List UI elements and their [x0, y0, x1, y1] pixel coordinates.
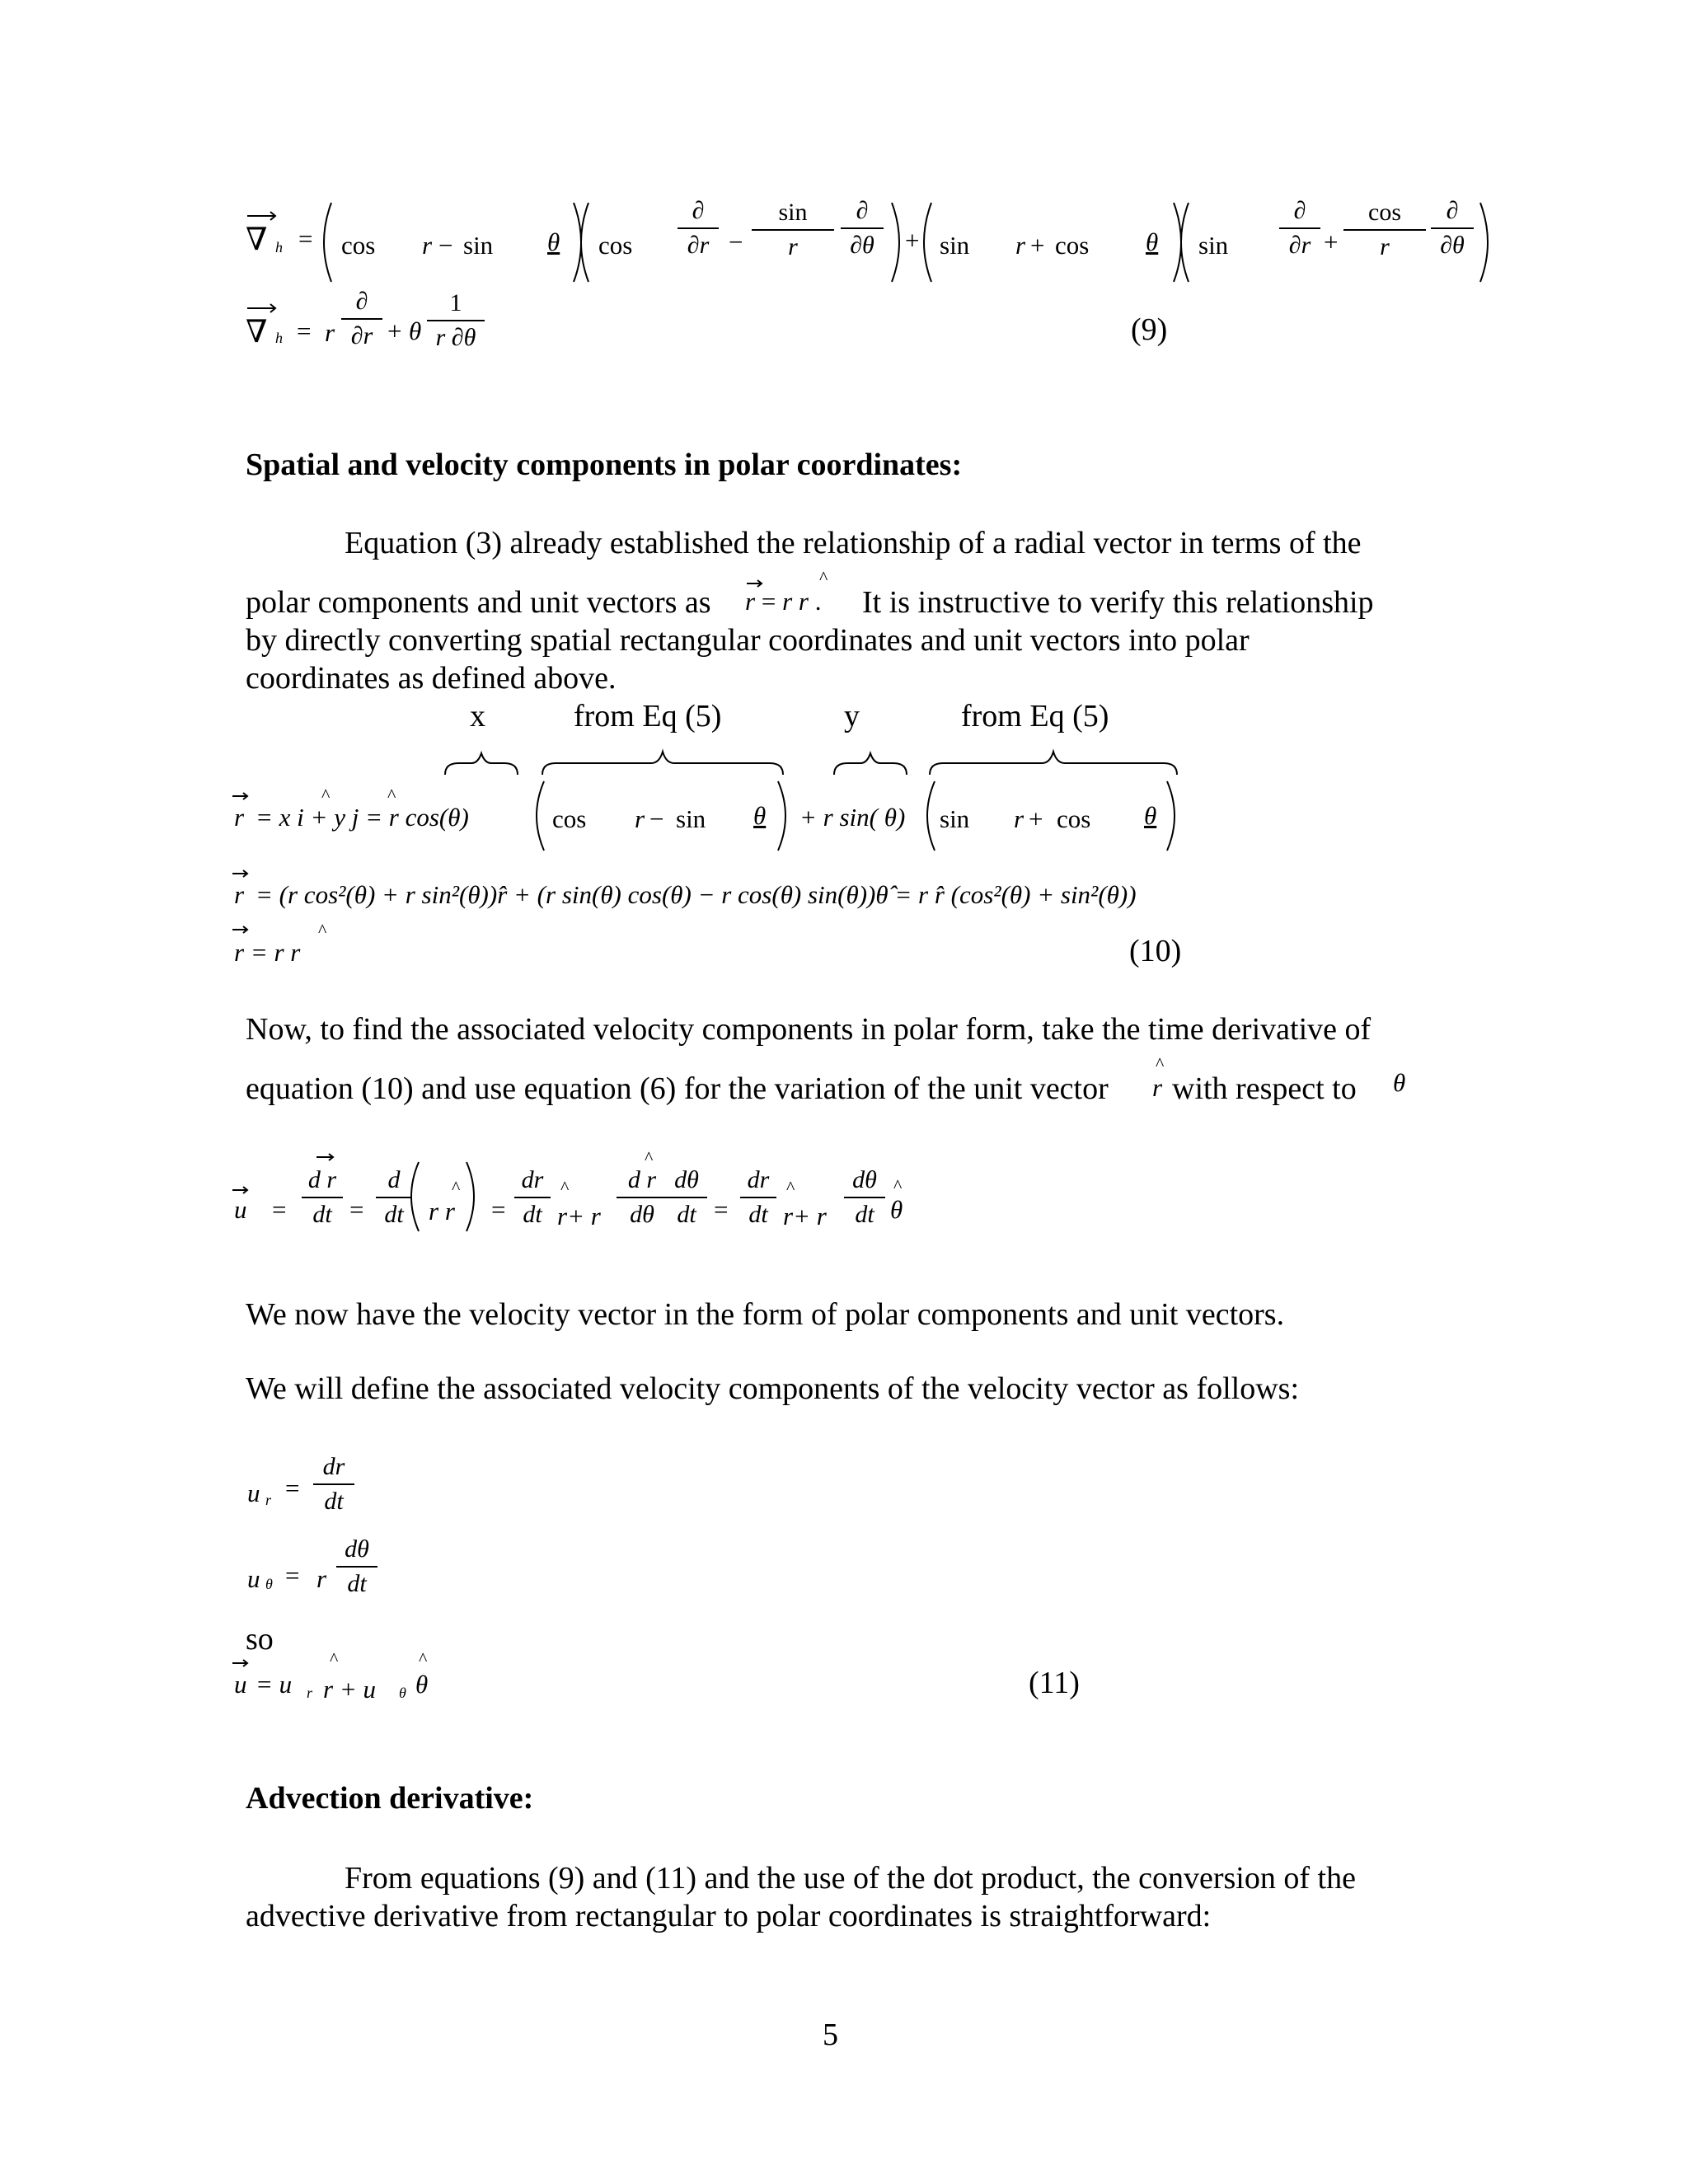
brace-label-y: y — [844, 699, 860, 733]
dr-dt-fraction: dr dt — [740, 1165, 776, 1230]
sin-over-r-fraction: sin r — [752, 198, 834, 262]
dr-dt-fraction: dr dt — [313, 1452, 354, 1516]
partial-r-fraction: ∂ ∂r — [1279, 196, 1320, 260]
brace-label-x: x — [470, 699, 485, 733]
brace-label-from-eq5: from Eq (5) — [961, 699, 1109, 733]
dr-dt-fraction: d r dt — [302, 1165, 343, 1230]
rsin-text: + r sin( θ) — [799, 803, 906, 832]
sin-label: sin — [940, 231, 970, 260]
paragraph-line: advective derivative from rectangular to polar coordinates is straightforward: — [246, 1899, 1212, 1933]
so-label: so — [246, 1622, 274, 1657]
rect-line-text: = x i + y j = r cos(θ) — [256, 803, 469, 832]
d-dt-fraction: d dt — [376, 1165, 412, 1230]
r-hat: r — [422, 231, 433, 260]
inline-r-eq-rr: r = r r . — [745, 587, 822, 616]
equation-r-eq-rr: r = r r — [234, 938, 301, 967]
subscript-h: h — [275, 239, 283, 255]
section-heading-advection: Advection derivative: — [246, 1781, 534, 1816]
paragraph-line: Equation (3) already established the relationship of a radial vector in terms of the — [345, 526, 1362, 560]
cos-label: cos — [341, 231, 376, 260]
cos-label: cos — [1055, 231, 1090, 260]
sin-label: sin — [463, 231, 494, 260]
paragraph-line: equation (10) and use equation (6) for the variation of the unit vector — [246, 1071, 1109, 1106]
partial-theta-fraction: ∂ ∂θ — [1431, 196, 1474, 260]
nabla-symbol: ∇ — [246, 223, 268, 257]
dtheta-dt-fraction: dθ dt — [666, 1165, 707, 1230]
theta-hat: θ — [1146, 227, 1159, 256]
partial-r-fraction: ∂ ∂r — [678, 196, 719, 260]
partial-theta-fraction: ∂ ∂θ — [841, 196, 884, 260]
dr-dtheta-fraction: d r dθ — [617, 1165, 668, 1230]
paragraph-line: with respect to — [1172, 1071, 1357, 1106]
theta-hat: θ — [547, 227, 560, 256]
sin-label: sin — [1198, 231, 1229, 260]
paragraph-line: We will define the associated velocity components of the velocity vector as follows: — [246, 1371, 1300, 1406]
one-over-r-partial-theta: 1 r ∂θ — [427, 288, 485, 353]
paragraph-line: coordinates as defined above. — [246, 661, 617, 696]
paragraph-line: by directly converting spatial rectangular coordinates and unit vectors into polar — [246, 623, 1250, 658]
equation-number-11: (11) — [1029, 1666, 1080, 1700]
equation-number-9: (9) — [1131, 312, 1168, 347]
equation-number-10: (10) — [1129, 934, 1182, 968]
dtheta-dt-fraction: dθ dt — [336, 1535, 377, 1599]
r-hat: r — [325, 318, 335, 347]
paragraph-line: From equations (9) and (11) and the use of the dot product, the conversion of the — [345, 1861, 1356, 1896]
paragraph-line: We now have the velocity vector in the form of polar components and unit vectors. — [246, 1297, 1285, 1332]
paragraph-line: polar components and unit vectors as — [246, 585, 711, 620]
partial-r-fraction: ∂ ∂r — [341, 287, 382, 351]
cos-label: cos — [598, 231, 633, 260]
r-hat: r — [1015, 231, 1026, 260]
equation-10-expansion: = (r cos²(θ) + r sin²(θ))r̂ + (r sin(θ) cos(θ) − r cos(θ) sin(θ))θ̂ = r r̂ (cos²(θ) + sin²(θ)) — [256, 880, 1137, 909]
paragraph-line: Now, to find the associated velocity components in polar form, take the time derivative of — [246, 1012, 1372, 1047]
dtheta-dt-fraction: dθ dt — [844, 1165, 885, 1230]
paragraph-line: It is instructive to verify this relationship — [862, 585, 1374, 620]
cos-over-r-fraction: cos r — [1343, 198, 1426, 262]
page-number: 5 — [823, 2018, 838, 2052]
theta-hat: θ — [409, 316, 422, 345]
dr-dt-fraction: dr dt — [514, 1165, 551, 1230]
brace-label-from-eq5: from Eq (5) — [574, 699, 722, 733]
section-heading-spatial: Spatial and velocity components in polar coordinates: — [246, 448, 963, 482]
nabla-symbol: ∇ — [246, 315, 268, 349]
